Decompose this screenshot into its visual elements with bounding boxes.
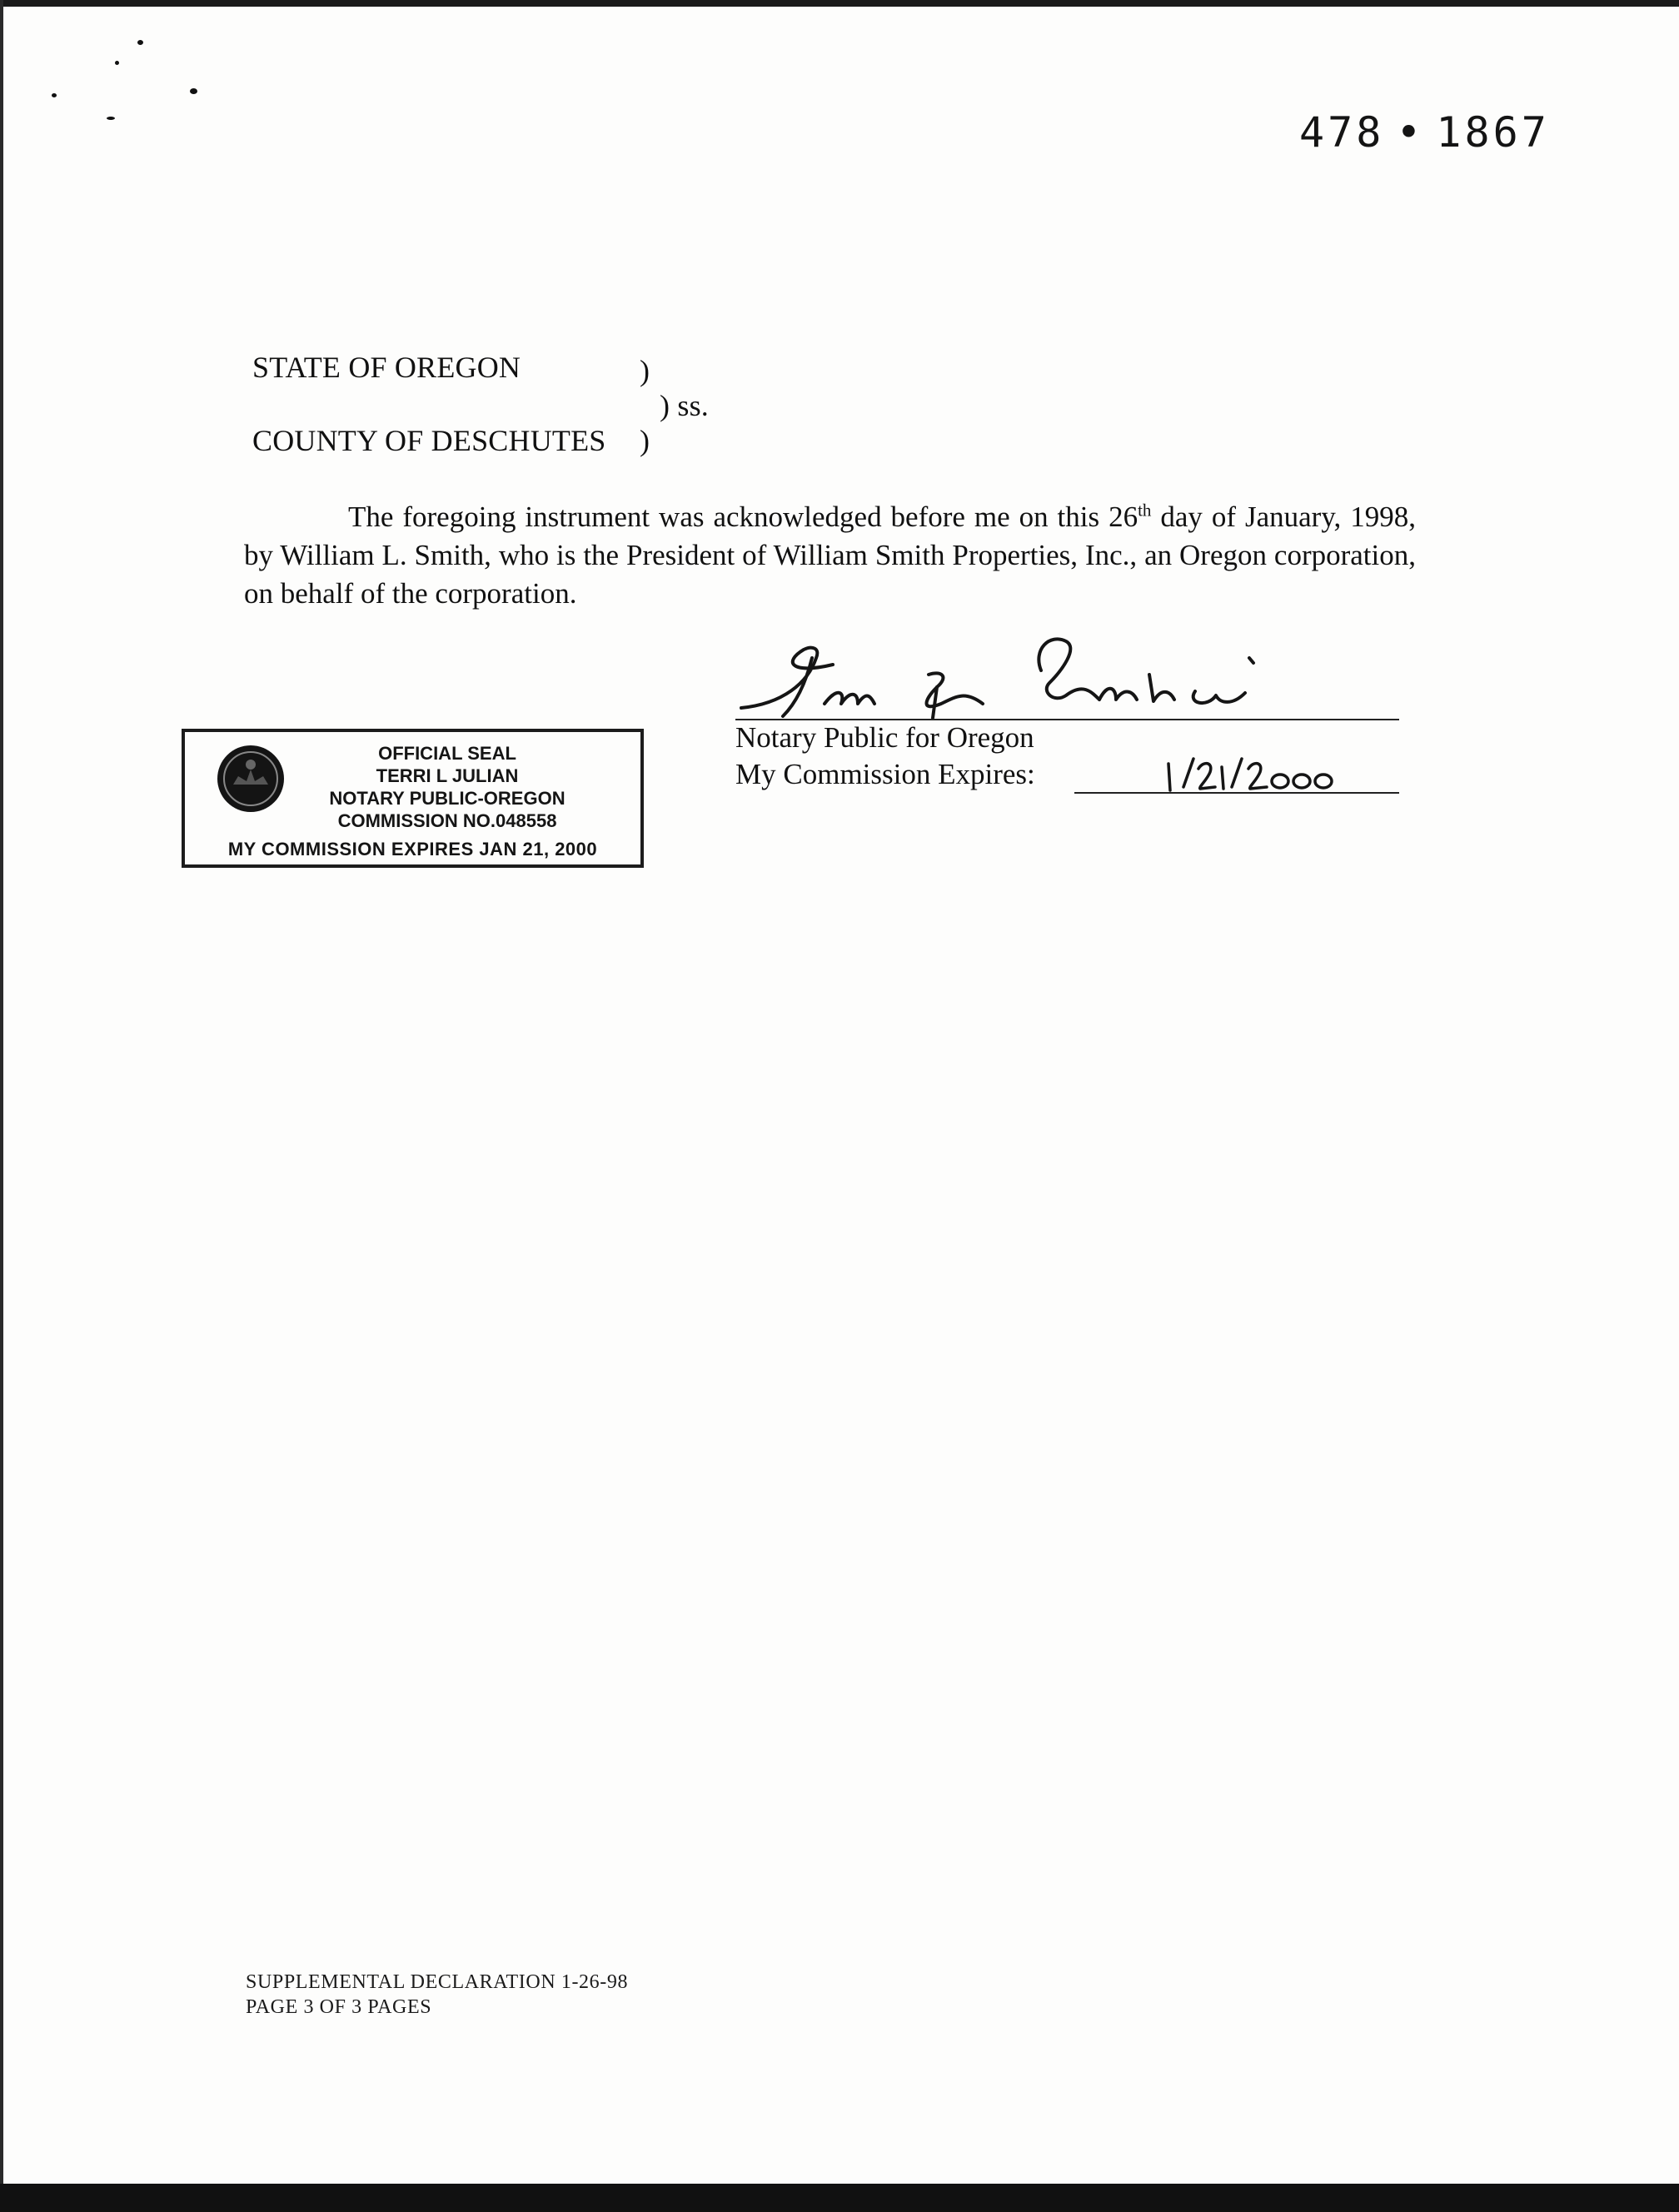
acknowledgment-after-day: day of January, 1998, by William L. Smith, who is the President of William Smith Properties, Inc., an Oregon corporation, on behalf of the corporation. — [244, 501, 1417, 610]
footer-page-count: PAGE 3 OF 3 PAGES — [246, 1996, 432, 2018]
notary-signature — [733, 625, 1283, 725]
state-seal-icon — [217, 745, 285, 813]
scan-speck — [137, 40, 143, 45]
signature-line — [735, 719, 1399, 720]
commission-date-line — [1074, 792, 1399, 794]
scan-speck — [115, 61, 119, 65]
scan-edge-top — [0, 0, 1679, 7]
document-number — [1299, 108, 1550, 157]
scan-speck — [52, 93, 57, 97]
acknowledgment-day-suffix: th — [1138, 500, 1152, 521]
venue-state: STATE OF OREGON — [252, 351, 521, 384]
footer-declaration: SUPPLEMENTAL DECLARATION 1-26-98 — [246, 1971, 629, 1993]
seal-line-official: OFFICIAL SEAL — [378, 743, 516, 764]
acknowledgment-before-day: The foregoing instrument was acknowledged before me on this 26 — [348, 501, 1138, 533]
commission-expires-label: My Commission Expires: — [735, 758, 1035, 790]
scan-edge-left — [0, 0, 3, 2212]
venue-paren: ) — [640, 424, 650, 457]
venue-paren: ) — [640, 354, 650, 387]
scan-speck — [107, 117, 115, 120]
document-number-separator: • — [1396, 108, 1425, 157]
notary-title: Notary Public for Oregon — [735, 721, 1034, 754]
venue-ss: ) ss. — [660, 389, 710, 422]
seal-line-expires: MY COMMISSION EXPIRES JAN 21, 2000 — [227, 839, 598, 859]
seal-line-notary: NOTARY PUBLIC-OREGON — [329, 788, 565, 809]
venue-county: COUNTY OF DESCHUTES — [252, 424, 606, 457]
commission-date-handwritten — [1162, 754, 1378, 795]
scan-speck — [190, 88, 197, 94]
document-footer — [246, 1970, 628, 2020]
scan-edge-bottom — [0, 2184, 1679, 2212]
seal-line-commission-no: COMMISSION NO.048558 — [337, 810, 557, 831]
document-number-part2: 1867 — [1436, 108, 1550, 157]
document-number-part1: 478 — [1299, 108, 1385, 157]
seal-text — [281, 742, 614, 832]
acknowledgment-paragraph — [244, 498, 1416, 613]
notary-seal-stamp — [182, 729, 644, 868]
seal-line-name: TERRI L JULIAN — [376, 765, 519, 786]
